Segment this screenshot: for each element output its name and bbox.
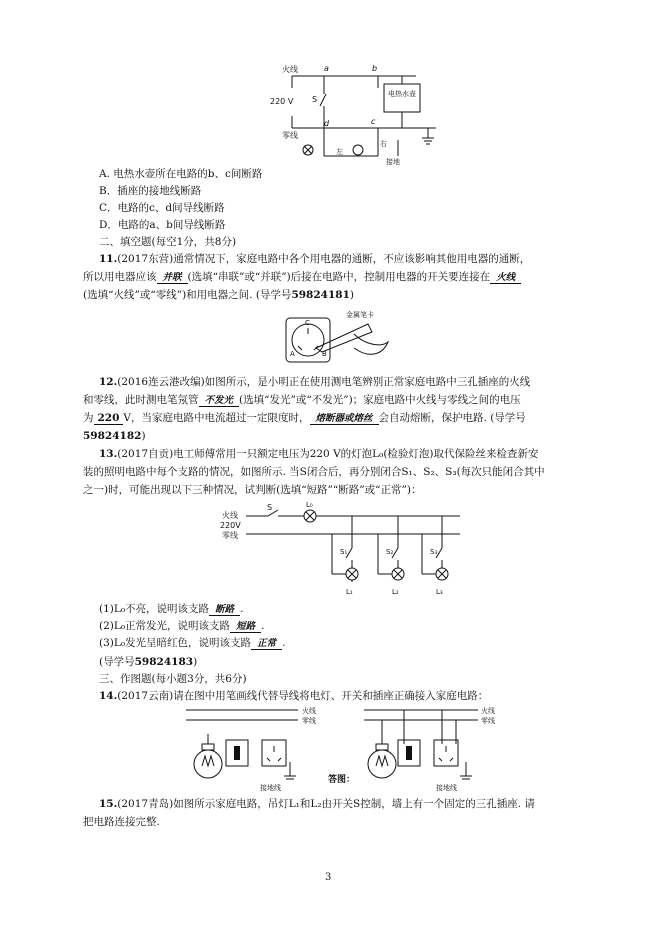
- answer-zero-label: 零线: [481, 717, 495, 725]
- kettle-box: [384, 84, 420, 112]
- section-drawing: 三、作图题(每小题3分，共6分): [99, 673, 247, 685]
- fig1-fire-label: 火线: [282, 65, 298, 74]
- option-a: A. 电热水壶所在电路的b、c间断路: [99, 168, 263, 180]
- fig2-c: C: [305, 319, 310, 327]
- branch-2: [378, 516, 404, 596]
- answer-fire-label: 火线: [481, 707, 495, 715]
- fig1-b-label: b: [372, 64, 378, 73]
- q13-part2: (2)L₀正常发光，说明该支路 短路 .: [99, 620, 265, 632]
- answer-ground-label: 接地线: [436, 784, 457, 792]
- fig3-l2-label: L₂: [392, 588, 399, 596]
- q15-line1: 15.(2017青岛)如图所示家庭电路，吊灯L₁和L₂由开关S控制，墙上有一个固定的三孔插座. 请: [99, 798, 535, 810]
- kettle-label: 电热水壶: [388, 90, 416, 98]
- fig2-label: 金属笔卡: [346, 311, 374, 319]
- q14-ground-label: 接地线: [260, 784, 281, 792]
- q13-part3: (3)L₀发光呈暗红色，说明该支路 正常 .: [99, 637, 286, 649]
- section-fill-blank: 二、填空题(每空1分，共8分): [99, 236, 237, 248]
- fig3-s2-label: S₂: [386, 548, 394, 556]
- fig1-c-label: c: [371, 117, 376, 126]
- answer-bulb-icon: [368, 750, 396, 778]
- q12-line4: 59824182): [83, 430, 146, 442]
- q14-fire-label: 火线: [302, 707, 316, 715]
- q11-answer-1: 并联: [157, 272, 188, 284]
- option-c: C．电路的c、d间导线断路: [99, 202, 225, 214]
- q12-line1: 12.(2016连云港改编)如图所示，是小明正在使用测电笔辨别正常家庭电路中三孔插座的火线: [99, 376, 531, 388]
- q13-guide: (导学号59824183): [99, 656, 198, 668]
- q12-answer-3: 熔断器或熔丝: [310, 413, 379, 425]
- fig2-b: B: [322, 350, 327, 358]
- fig3-zero-label: 零线: [222, 531, 238, 540]
- q12-line2: 和零线，此时测电笔氖管 不发光 (选填“发光”或“不发光”)；家庭电路中火线与零线之间的电压: [83, 394, 521, 406]
- fig1-right-label: 右: [380, 140, 387, 148]
- fig1-left-label: 左: [336, 148, 343, 156]
- q11-line1: 11.(2017东营)通常情况下，家庭电路中各个用电器的通断，不应该影响其他用电器的通断，: [99, 253, 531, 265]
- fig3-s-label: S: [267, 503, 273, 512]
- bulb-socket: [202, 744, 214, 750]
- q13-answer-1: 断路: [209, 604, 240, 616]
- answer-socket-icon: [434, 740, 458, 766]
- fig3-l1-label: L₁: [346, 588, 353, 596]
- figure-kettle-circuit: [268, 58, 458, 170]
- q11-line3: (选填“火线”或“零线”)和用电器之间. (导学号59824181): [83, 289, 354, 301]
- socket-icon: [353, 145, 363, 155]
- q12-answer-1: 不发光: [199, 395, 240, 407]
- q13-line3: 之一)时，可能出现以下三种情况，试判断(选填“短路”“断路”或“正常”)：: [83, 484, 422, 496]
- option-d: D．电路的a、b间导线断路: [99, 219, 226, 231]
- fig2-a: A: [290, 350, 295, 358]
- fig1-a-label: a: [324, 64, 329, 73]
- figure-q14-answer: [360, 704, 500, 792]
- q11-line2: 所以用电器应该 并联 (选填“串联”或“并联”)后接在电路中，控制用电器的开关要连接在 火线: [83, 270, 521, 285]
- figure-q14-question: [178, 704, 323, 792]
- figure-branch-circuit: [220, 502, 465, 598]
- q14-zero-label: 零线: [302, 717, 316, 725]
- socket-icon: [262, 740, 286, 766]
- page-number: 3: [325, 872, 332, 883]
- figure-tester-pen: [284, 308, 394, 370]
- q12-answer-2: 220: [94, 412, 124, 425]
- q13-line1: 13.(2017自贡)电工师傅常用一只额定电压为220 V的灯泡L₀(检验灯泡)取代保险丝来检查新安: [99, 448, 539, 460]
- q13-line2: 装的照明电路中每个支路的情况，如图所示. 当S闭合后，再分别闭合S₁、S₂、S₃(每次只能闭合其中: [83, 466, 545, 478]
- q12-line3: 为 220 V，当家庭电路中电流超过一定限度时， 熔断器或熔丝 会自动熔断，保护电路. (导学号: [83, 412, 526, 424]
- bulb-icon: [194, 750, 222, 778]
- q13-answer-3: 正常: [251, 638, 282, 650]
- fig3-s1-label: S₁: [340, 548, 348, 556]
- branch-1: [332, 516, 358, 596]
- q14-line1: 14.(2017云南)请在图中用笔画线代替导线将电灯、开关和插座正确接入家庭电路：: [99, 690, 489, 702]
- fig3-s3-label: S₃: [430, 548, 438, 556]
- fig3-l3-label: L₃: [436, 588, 443, 596]
- fig1-zero-label: 零线: [282, 131, 298, 140]
- tester-pen-icon: [316, 324, 372, 352]
- fig3-voltage-label: 220V: [220, 521, 241, 530]
- q13-answer-2: 短路: [230, 621, 261, 633]
- fig1-d-label: d: [324, 119, 330, 128]
- fig1-voltage-label: 220 V: [270, 97, 294, 106]
- fig1-ground-label: 接地: [386, 158, 400, 166]
- option-b: B．插座的接地线断路: [99, 185, 202, 197]
- branch-3: [422, 516, 448, 596]
- q15-line2: 把电路连接完整.: [83, 816, 160, 828]
- fig1-s-label: S: [312, 95, 318, 104]
- fig3-fire-label: 火线: [222, 511, 238, 520]
- answer-figure-tag: 答图：: [328, 775, 356, 785]
- q11-answer-2: 火线: [490, 272, 521, 284]
- fig3-l0-label: L₀: [306, 502, 313, 509]
- q13-part1: (1)L₀不亮，说明该支路 断路 .: [99, 603, 244, 615]
